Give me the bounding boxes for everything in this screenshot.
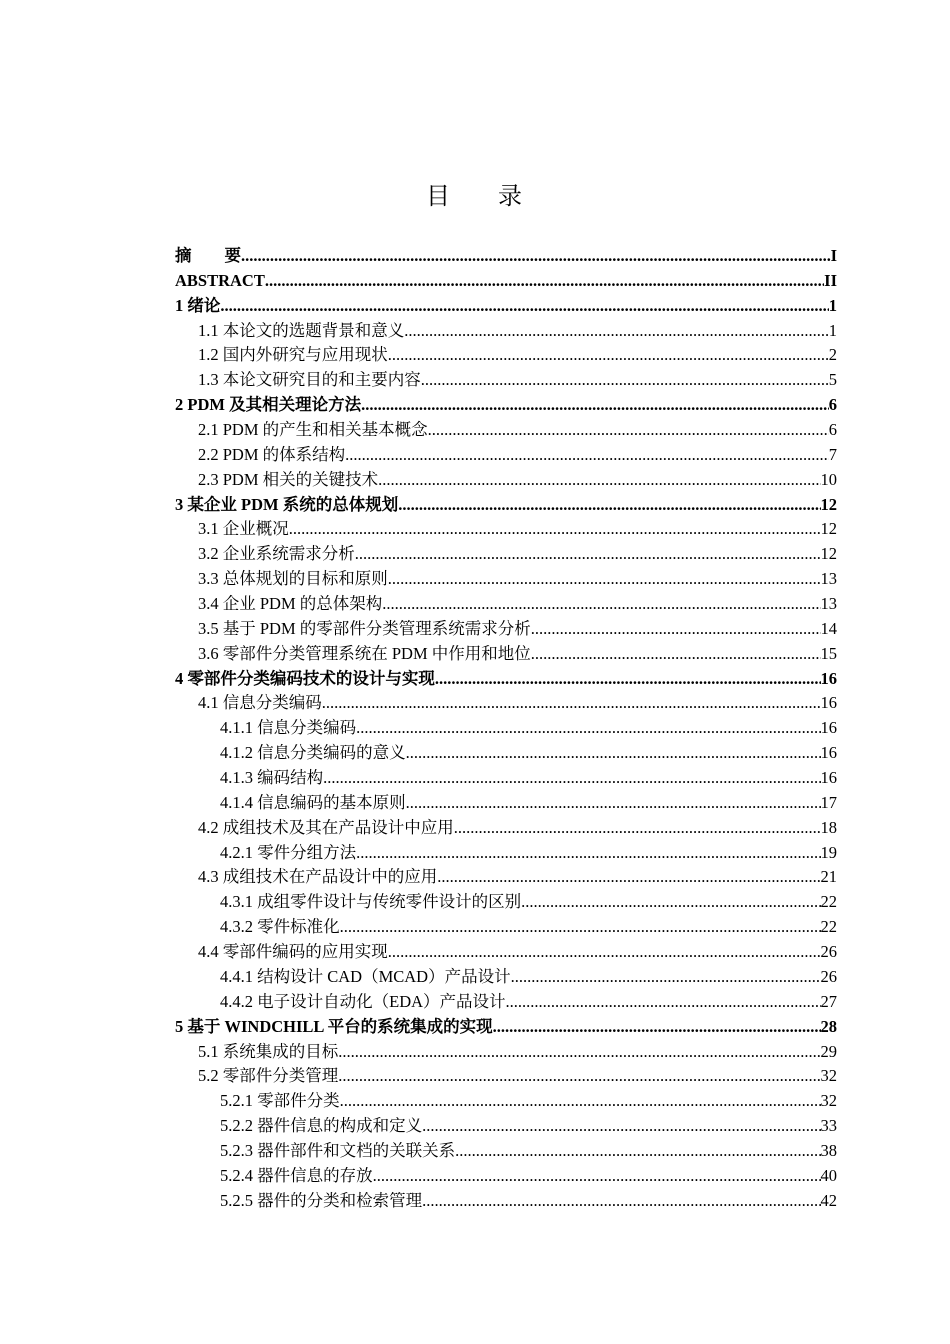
- dot-leader: [493, 1015, 821, 1040]
- toc-entry-label: 4.4 零部件编码的应用实现: [198, 942, 388, 962]
- toc-entry-label: 摘 要: [175, 246, 241, 265]
- toc-entry-page-number: 10: [820, 469, 837, 489]
- toc-entry-label: 2.2 PDM 的体系结构: [198, 444, 346, 464]
- toc-entry-page-number: 7: [828, 444, 837, 464]
- toc-entry[interactable]: [175, 343, 837, 368]
- dot-leader: [378, 468, 820, 493]
- toc-entry-label: 4.2.1 零件分组方法: [220, 842, 357, 862]
- dot-leader: [435, 667, 821, 692]
- toc-entry-label: 4.1.2 信息分类编码的意义: [220, 743, 406, 763]
- toc-entry-page-number: I: [830, 246, 837, 265]
- dot-leader: [398, 493, 820, 518]
- toc-entry-label: 1.1 本论文的选题背景和意义: [198, 320, 405, 340]
- toc-entry-label: 5.2 零部件分类管理: [198, 1066, 339, 1086]
- toc-entry[interactable]: [175, 393, 837, 418]
- toc-entry[interactable]: [175, 940, 837, 965]
- toc-entry[interactable]: [175, 1164, 837, 1189]
- toc-entry-page-number: 6: [828, 395, 837, 415]
- dot-leader: [521, 890, 820, 915]
- toc-entry-label: 4.1.1 信息分类编码: [220, 718, 357, 738]
- toc-entry[interactable]: [175, 368, 837, 393]
- toc-entry[interactable]: [175, 865, 837, 890]
- dot-leader: [356, 841, 820, 866]
- toc-entry-page-number: 17: [820, 792, 837, 812]
- toc-entry-page-number: 5: [828, 370, 837, 390]
- dot-leader: [323, 766, 820, 791]
- toc-entry[interactable]: [175, 592, 837, 617]
- toc-entry-label: 5.1 系统集成的目标: [198, 1041, 339, 1061]
- dot-leader: [404, 319, 829, 344]
- dot-leader: [422, 1189, 820, 1214]
- toc-entry-page-number: 16: [820, 693, 837, 713]
- toc-entry-page-number: 38: [820, 1140, 837, 1160]
- toc-entry-page-number: 22: [820, 892, 837, 912]
- toc-entry-page-number: 32: [820, 1066, 837, 1086]
- dot-leader: [406, 791, 821, 816]
- toc-entry-page-number: 26: [820, 942, 837, 962]
- toc-entry[interactable]: [175, 965, 837, 990]
- toc-entry[interactable]: [175, 816, 837, 841]
- toc-entry-label: 3.1 企业概况: [198, 519, 289, 539]
- toc-entry-label: 4.1.3 编码结构: [220, 768, 324, 788]
- dot-leader: [241, 244, 831, 269]
- toc-entry-page-number: 16: [820, 768, 837, 788]
- toc-entry[interactable]: [175, 493, 837, 518]
- dot-leader: [345, 443, 829, 468]
- toc-entry-page-number: 16: [820, 718, 837, 738]
- toc-entry-page-number: 2: [828, 345, 837, 365]
- dot-leader: [220, 294, 828, 319]
- toc-entry[interactable]: [175, 443, 837, 468]
- dot-leader: [382, 592, 820, 617]
- toc-entry[interactable]: [175, 319, 837, 344]
- toc-entry-page-number: 32: [820, 1091, 837, 1111]
- toc-entry[interactable]: [175, 1189, 837, 1214]
- toc-entry-label: 5.2.5 器件的分类和检索管理: [220, 1190, 423, 1210]
- toc-entry-label: 4.3 成组技术在产品设计中的应用: [198, 867, 438, 887]
- toc-entry[interactable]: [175, 667, 837, 692]
- dot-leader: [338, 1064, 820, 1089]
- dot-leader: [388, 940, 821, 965]
- toc-entry-page-number: 42: [820, 1190, 837, 1210]
- toc-entry[interactable]: [175, 990, 837, 1015]
- toc-entry-label: 4 零部件分类编码技术的设计与实现: [175, 668, 435, 688]
- toc-entry-page-number: 18: [820, 817, 837, 837]
- dot-leader: [531, 642, 821, 667]
- toc-entry[interactable]: [175, 567, 837, 592]
- dot-leader: [388, 567, 821, 592]
- toc-entry-label: 5.2.2 器件信息的构成和定义: [220, 1116, 423, 1136]
- toc-entry-page-number: 1: [828, 295, 837, 315]
- toc-entry-page-number: 13: [820, 594, 837, 614]
- dot-leader: [454, 816, 821, 841]
- toc-entry-page-number: 27: [820, 991, 837, 1011]
- toc-entry-page-number: 16: [820, 743, 837, 763]
- toc-entry-page-number: 26: [820, 966, 837, 986]
- toc-entry-page-number: 16: [820, 668, 837, 688]
- toc-entry[interactable]: [175, 1015, 837, 1040]
- toc-entry-label: 5.2.1 零部件分类: [220, 1091, 340, 1111]
- dot-leader: [455, 1139, 820, 1164]
- dot-leader: [531, 617, 821, 642]
- toc-entry-page-number: 19: [820, 842, 837, 862]
- table-of-contents: [175, 244, 837, 1214]
- toc-entry-label: 2 PDM 及其相关理论方法: [175, 395, 362, 415]
- toc-entry[interactable]: [175, 1040, 837, 1065]
- toc-entry[interactable]: [175, 468, 837, 493]
- dot-leader: [511, 965, 821, 990]
- toc-entry-label: 4.1.4 信息编码的基本原则: [220, 792, 406, 812]
- toc-entry-label: 1 绪论: [175, 295, 221, 315]
- toc-entry-page-number: 6: [828, 420, 837, 440]
- toc-entry[interactable]: [175, 766, 837, 791]
- dot-leader: [373, 1164, 821, 1189]
- toc-entry-page-number: 12: [820, 519, 837, 539]
- dot-leader: [437, 865, 820, 890]
- toc-entry-label: ABSTRACT: [175, 270, 265, 290]
- toc-entry[interactable]: [175, 741, 837, 766]
- dot-leader: [265, 269, 824, 294]
- toc-entry-label: 4.4.2 电子设计自动化（EDA）产品设计: [220, 991, 506, 1011]
- toc-entry[interactable]: [175, 1089, 837, 1114]
- toc-entry-page-number: II: [824, 270, 837, 290]
- toc-entry[interactable]: [175, 716, 837, 741]
- title-char-2: 录: [498, 184, 524, 210]
- dot-leader: [356, 716, 820, 741]
- toc-entry-label: 1.2 国内外研究与应用现状: [198, 345, 388, 365]
- toc-entry[interactable]: [175, 244, 837, 269]
- toc-entry-label: 4.1 信息分类编码: [198, 693, 322, 713]
- dot-leader: [506, 990, 821, 1015]
- toc-entry-label: 3.5 基于 PDM 的零部件分类管理系统需求分析: [198, 618, 531, 638]
- toc-entry-label: 3 某企业 PDM 系统的总体规划: [175, 494, 399, 514]
- toc-entry-page-number: 28: [820, 1016, 837, 1036]
- toc-entry-page-number: 33: [820, 1116, 837, 1136]
- toc-entry[interactable]: [175, 418, 837, 443]
- toc-entry-label: 3.6 零部件分类管理系统在 PDM 中作用和地位: [198, 643, 531, 663]
- toc-entry[interactable]: [175, 915, 837, 940]
- toc-entry[interactable]: [175, 269, 837, 294]
- toc-entry-label: 4.3.1 成组零件设计与传统零件设计的区别: [220, 892, 522, 912]
- toc-entry-page-number: 29: [820, 1041, 837, 1061]
- toc-entry[interactable]: [175, 691, 837, 716]
- toc-entry-page-number: 21: [820, 867, 837, 887]
- toc-entry[interactable]: [175, 617, 837, 642]
- toc-entry[interactable]: [175, 642, 837, 667]
- toc-entry-label: 2.1 PDM 的产生和相关基本概念: [198, 420, 428, 440]
- toc-entry-label: 4.4.1 结构设计 CAD（MCAD）产品设计: [220, 966, 511, 986]
- dot-leader: [338, 1040, 820, 1065]
- toc-entry-page-number: 40: [820, 1165, 837, 1185]
- dot-leader: [428, 418, 829, 443]
- toc-entry-label: 2.3 PDM 相关的关键技术: [198, 469, 379, 489]
- toc-entry[interactable]: [175, 791, 837, 816]
- toc-entry-page-number: 14: [820, 618, 837, 638]
- toc-entry-label: 4.3.2 零件标准化: [220, 917, 340, 937]
- toc-entry[interactable]: [175, 1064, 837, 1089]
- toc-entry[interactable]: [175, 517, 837, 542]
- dot-leader: [340, 915, 821, 940]
- toc-entry-page-number: 1: [828, 320, 837, 340]
- toc-entry-label: 5.2.4 器件信息的存放: [220, 1165, 373, 1185]
- toc-entry-label: 5 基于 WINDCHILL 平台的系统集成的实现: [175, 1016, 493, 1036]
- toc-entry-label: 1.3 本论文研究目的和主要内容: [198, 370, 421, 390]
- toc-entry[interactable]: [175, 1114, 837, 1139]
- toc-entry-label: 3.4 企业 PDM 的总体架构: [198, 594, 383, 614]
- dot-leader: [322, 691, 821, 716]
- dot-leader: [289, 517, 821, 542]
- toc-entry-label: 5.2.3 器件部件和文档的关联关系: [220, 1140, 456, 1160]
- dot-leader: [361, 393, 829, 418]
- toc-entry-page-number: 15: [820, 643, 837, 663]
- dot-leader: [421, 368, 829, 393]
- toc-entry-label: 3.2 企业系统需求分析: [198, 544, 355, 564]
- toc-entry-page-number: 12: [820, 544, 837, 564]
- dot-leader: [355, 542, 821, 567]
- toc-entry-label: 4.2 成组技术及其在产品设计中应用: [198, 817, 454, 837]
- title-char-1: 目: [426, 184, 452, 210]
- toc-entry-page-number: 13: [820, 569, 837, 589]
- toc-entry-page-number: 22: [820, 917, 837, 937]
- dot-leader: [388, 343, 829, 368]
- dot-leader: [406, 741, 821, 766]
- toc-entry[interactable]: [175, 294, 837, 319]
- toc-entry[interactable]: [175, 542, 837, 567]
- toc-entry-label: 3.3 总体规划的目标和原则: [198, 569, 388, 589]
- dot-leader: [340, 1089, 821, 1114]
- page-title: [0, 176, 950, 211]
- toc-entry-page-number: 12: [820, 494, 837, 514]
- toc-entry[interactable]: [175, 890, 837, 915]
- toc-entry[interactable]: [175, 1139, 837, 1164]
- toc-entry[interactable]: [175, 841, 837, 866]
- dot-leader: [422, 1114, 820, 1139]
